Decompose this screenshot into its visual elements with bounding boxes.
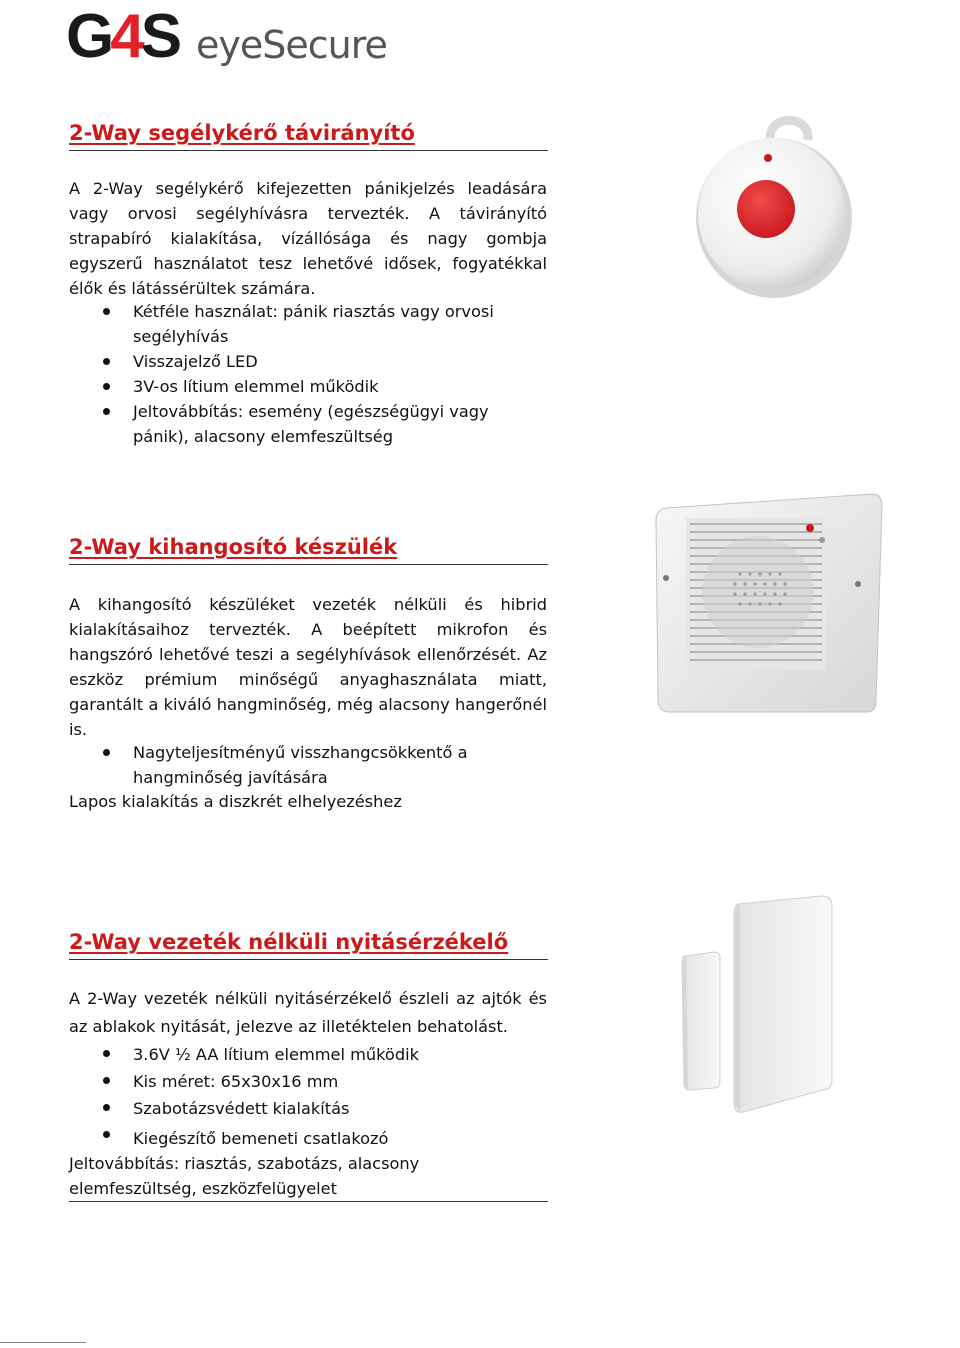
section-paragraph: A 2-Way segélykérő kifejezetten pánikjelzés leadására vagy orvosi segélyhívásra tervezték. A távirányító strapabíró kialakítása, vízállósága és nagy gombja egyszerű használatot tesz lehetővé idősek, fogyatékkal élők és látássérültek számára.: [69, 179, 547, 298]
list-item: Kis méret: 65x30x16 mm: [69, 1068, 509, 1095]
section-footer-line: Jeltovábbítás: riasztás, szabotázs, alacsony elemfeszültség, eszközfelügyelet: [69, 1154, 420, 1198]
list-item: Kiegészítő bemeneti csatlakozó: [69, 1122, 509, 1156]
feature-list: [69, 740, 509, 790]
section-footer-line: Lapos kialakítás a diszkrét elhelyezéshez: [69, 792, 402, 811]
list-item: Nagyteljesítményű visszhangcsökkentő a hangminőség javítására: [69, 740, 509, 790]
section-title-door-sensor: 2-Way vezeték nélküli nyitásérzékelő: [69, 929, 548, 960]
door-sensor-image: [660, 880, 860, 1130]
section-paragraph: A 2-Way vezeték nélküli nyitásérzékelő észleli az ajtók és az ablakok nyitását, jelezve az illetéktelen behatolást.: [69, 989, 547, 1036]
panic-pendant-image: [690, 110, 860, 310]
list-item: Kétféle használat: pánik riasztás vagy orvosi segélyhívás: [69, 299, 509, 349]
page-corner-mark: [0, 1342, 86, 1343]
list-item: Jeltovábbítás: esemény (egészségügyi vagy pánik), alacsony elemfeszültség: [69, 399, 509, 449]
feature-list: [69, 1041, 509, 1156]
list-item: 3.6V ½ AA lítium elemmel működik: [69, 1041, 509, 1068]
list-item: 3V-os lítium elemmel működik: [69, 374, 509, 399]
section-title-panic-pendant: 2-Way segélykérő távirányító: [69, 120, 548, 151]
speakerphone-image: [650, 488, 890, 718]
g4s-eyesecure-logo: [66, 2, 396, 74]
list-item: Visszajelző LED: [69, 349, 509, 374]
section-paragraph: A kihangosító készüléket vezeték nélküli és hibrid kialakításaihoz tervezték. A beépített mikrofon és hangszóró lehetővé teszi a segélyhívások ellenőrzését. Az eszköz prémium minőségű anyaghasználata miatt, garantált a kiváló hangminőség, még alacsony hangerőnél is.: [69, 595, 547, 739]
feature-list: [69, 299, 509, 449]
eyesecure-wordmark: eyeSecure: [196, 23, 387, 67]
list-item: Szabotázsvédett kialakítás: [69, 1095, 509, 1122]
section-title-speakerphone: 2-Way kihangosító készülék: [69, 534, 548, 565]
g4s-logo-mark: G4S: [66, 2, 179, 71]
bottom-divider: [69, 1201, 548, 1202]
